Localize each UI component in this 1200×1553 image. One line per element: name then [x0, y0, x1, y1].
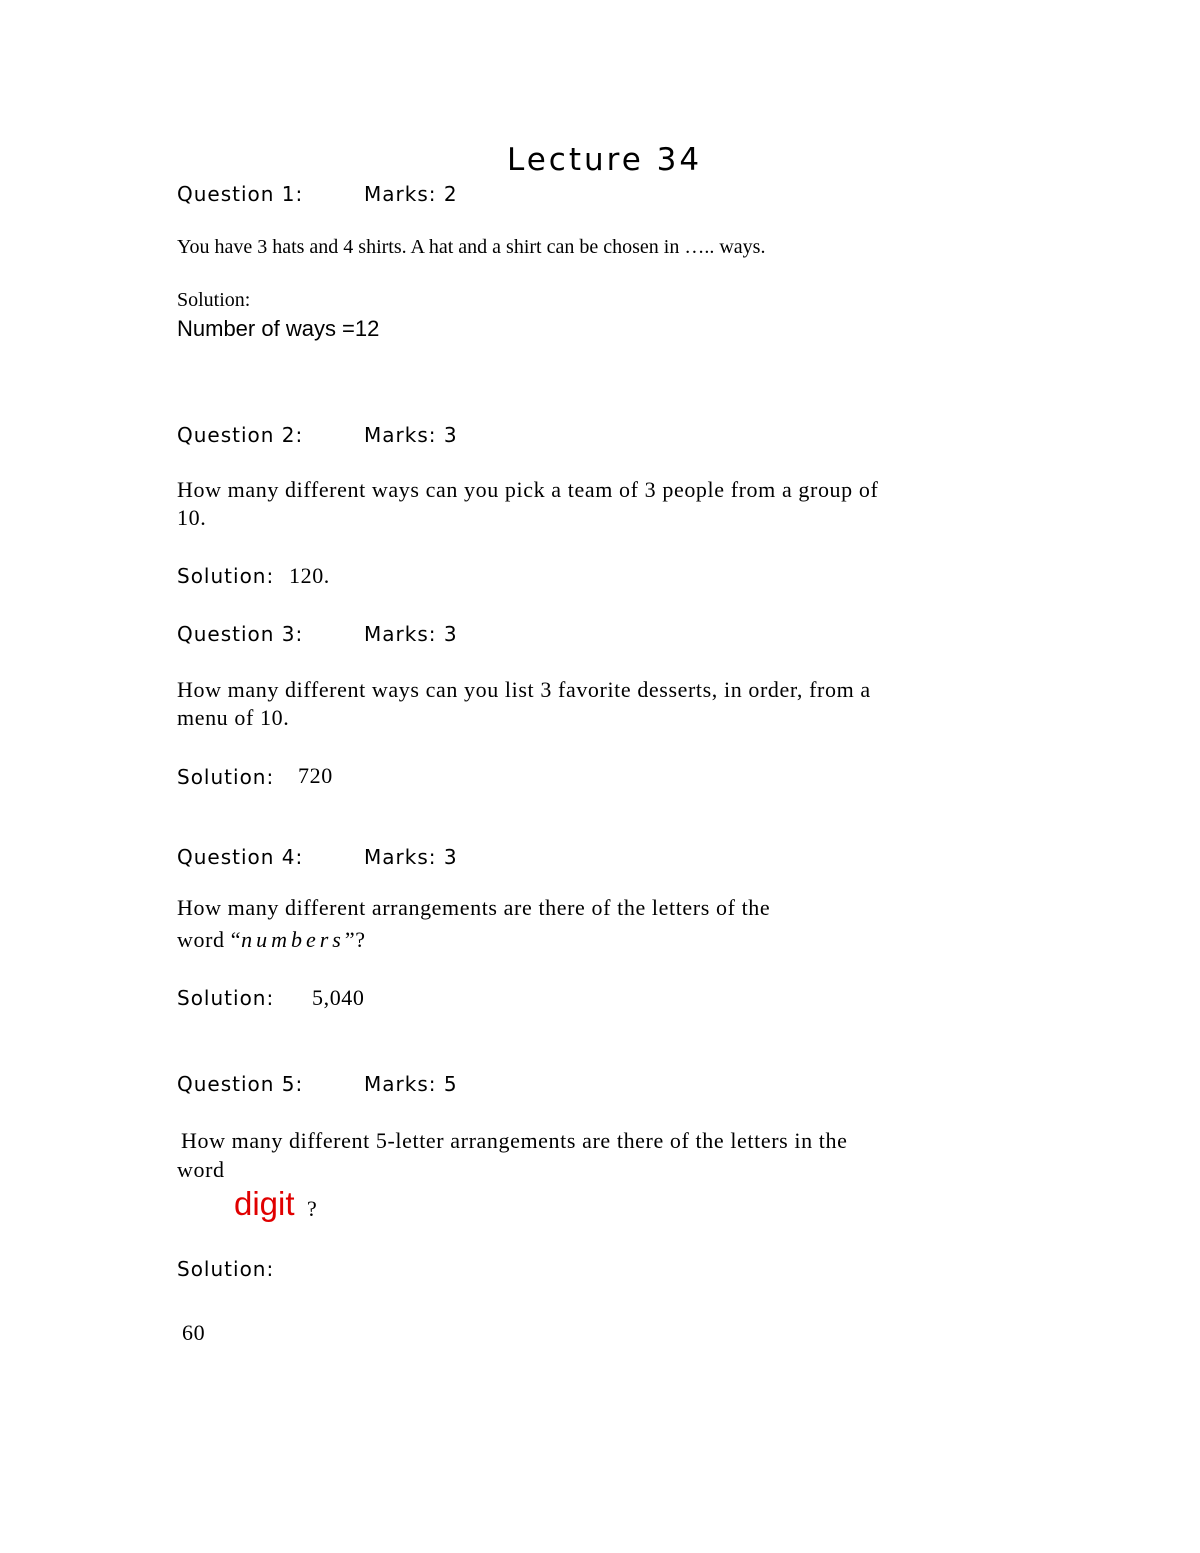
question-4-marks: Marks: 3 [364, 845, 458, 869]
question-1-label: Question 1: [177, 182, 304, 206]
question-4-text-prefix: word “ [177, 927, 242, 952]
question-1-solution-label: Solution: [177, 289, 251, 311]
question-2-marks: Marks: 3 [364, 423, 458, 447]
question-3-text-line-2: menu of 10. [177, 705, 290, 730]
question-2-solution-label: Solution: [177, 564, 275, 588]
question-5-word: digit [234, 1185, 295, 1222]
question-5-marks: Marks: 5 [364, 1072, 458, 1096]
question-4-word: numbers [241, 927, 345, 952]
question-5-answer: 60 [182, 1320, 206, 1345]
question-5-text-line-2: word [177, 1157, 225, 1182]
question-4-text-suffix: ”? [344, 927, 366, 952]
question-4-label: Question 4: [177, 845, 304, 869]
question-2-label: Question 2: [177, 423, 304, 447]
question-4-text-line-1: How many different arrangements are there of the letters of the [177, 895, 771, 920]
question-3-solution-label: Solution: [177, 765, 275, 789]
question-5-text-line-1: How many different 5-letter arrangements are there of the letters in the [181, 1128, 848, 1153]
question-1-marks: Marks: 2 [364, 182, 458, 206]
question-5-question-mark: ? [307, 1196, 317, 1221]
question-2-text-line-1: How many different ways can you pick a team of 3 people from a group of [177, 477, 879, 502]
question-1-text: You have 3 hats and 4 shirts. A hat and a shirt can be chosen in ….. ways. [177, 236, 766, 258]
question-2-text-line-2: 10. [177, 505, 207, 530]
question-5-label: Question 5: [177, 1072, 304, 1096]
question-3-answer: 720 [298, 763, 333, 788]
question-3-text-line-1: How many different ways can you list 3 favorite desserts, in order, from a [177, 677, 871, 702]
question-4-text-line-2 [177, 927, 366, 953]
question-4-answer: 5,040 [312, 985, 365, 1010]
question-2-answer: 120. [289, 563, 330, 588]
question-3-label: Question 3: [177, 622, 304, 646]
page-title: Lecture 34 [507, 142, 703, 178]
question-5-solution-label: Solution: [177, 1257, 275, 1281]
question-3-marks: Marks: 3 [364, 622, 458, 646]
question-1-answer: Number of ways =12 [177, 316, 380, 341]
question-4-solution-label: Solution: [177, 986, 275, 1010]
